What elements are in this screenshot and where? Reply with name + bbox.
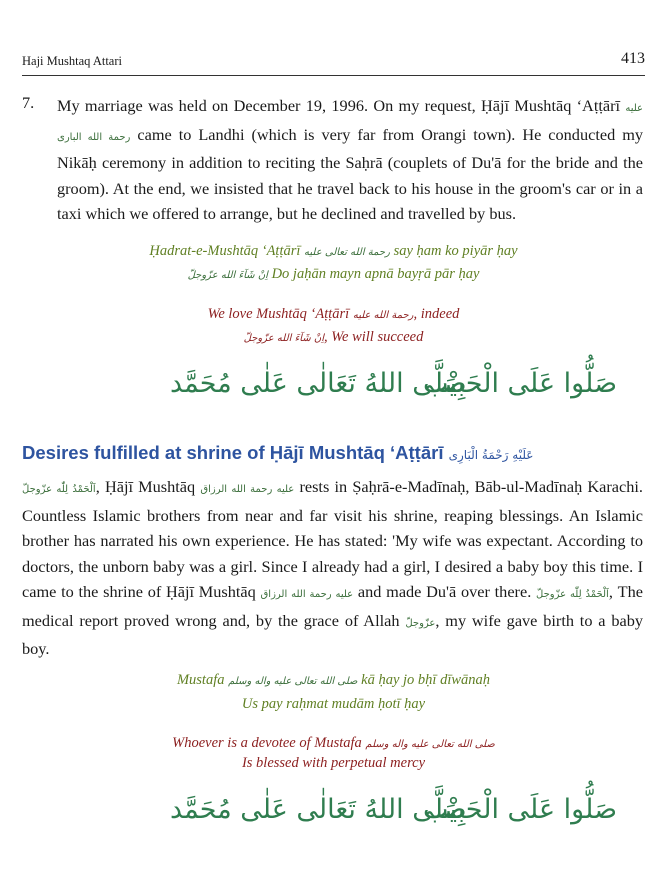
salat-left: صَلَّى اللهُ تَعَالٰى عَلٰى مُحَمَّد [170, 368, 467, 399]
verse1-line2: اِنْ شَآءَ الله عزّوجلّ Do jaḥān mayn apnā bayṛā pār ḥay [187, 266, 480, 282]
salat-line-2 [0, 794, 667, 834]
verse1-line1: Ḥadrat-e-Mushtāq ʻAṭṭārī رحمة الله تعالى عليه say ḥam ko piyār ḥay [149, 243, 518, 259]
page-number: 413 [621, 50, 645, 67]
salat-right: صَلُّوا عَلَى الْحَبِيْب [423, 794, 617, 825]
heading-honorific: عَلَيْهِ رَحْمَةُ الْبَارِى [448, 448, 534, 462]
salat-right: صَلُّوا عَلَى الْحَبِيْب [423, 368, 617, 399]
verse2-line1: Mustafa صلى الله تعالى عليه واله وسلم kā ḥay jo bḥī dīwānaḥ [176, 672, 491, 688]
section-heading: Desires fulfilled at shrine of Ḥājī Mushtāq ʻAṭṭārī عَلَيْهِ رَحْمَةُ الْبَارِى [22, 442, 534, 463]
salat-line-1 [0, 368, 667, 408]
verse2-line2: Us pay raḥmat mudām ḥotī ḥay [241, 696, 426, 712]
verse2-translation-line1: Whoever is a devotee of Mustafa صلى الله تعالى عليه واله وسلم [172, 735, 495, 751]
running-head: Haji Mushtaq Attari [22, 54, 122, 68]
salat-left: صَلَّى اللهُ تَعَالٰى عَلٰى مُحَمَّد [170, 794, 467, 825]
honorific-arabic: عليه رحمة الله البارى [57, 103, 643, 143]
item-text: My marriage was held on December 19, 1996. On my request, Ḥājī Mushtāq ʻAṭṭārī [57, 96, 626, 115]
item-number: 7. [22, 93, 35, 112]
page-header [22, 50, 645, 72]
item-paragraph [57, 93, 643, 227]
section-paragraph: اَلْحَمْدُ لِلّٰه عزّوجلّ, Ḥājī Mushtāq عليه رحمة الله الرزاق rests in Ṣaḥrā-e-Madīnaḥ, Bāb-ul-Madīnaḥ Karachi. Countless Islamic brothers from near and far visit his shrine, reaping blessings. An Islamic brother has narrated his own experience. He has stated: 'My wife was expectant. According to doctors, the unborn baby was a girl. Since I already had a girl, I desired a baby boy this time. I came to the shrine of Ḥājī Mushtāq عليه رحمة الله الرزاق and made Du'ā over there. اَلْحَمْدُ لِلّٰه عزّوجلّ, The medical report proved wrong and, by the grace of Allah عزّوجلّ, my wife gave birth to a baby boy. [22, 477, 643, 658]
header-rule [22, 75, 645, 76]
verse1-translation-line1: We love Mushtāq ʻAṭṭārī رحمة الله عليه, indeed [207, 306, 460, 322]
verse1-translation-line2: اِنْ شَآءَ الله عزّوجلّ, We will succeed [243, 329, 424, 345]
verse2-translation-line2: Is blessed with perpetual mercy [241, 755, 426, 771]
item-text-cont: came to Landhi (which is very far from Orangi town). He conducted my Nikāḥ ceremony in addition to reciting the Saḥrā (couplets of Du'ā for the bride and the groom). At the end, we insisted that he travel back to his house in the groom's car or in a taxi which we offered to arrange, but he declined and travelled by bus. [57, 124, 643, 223]
